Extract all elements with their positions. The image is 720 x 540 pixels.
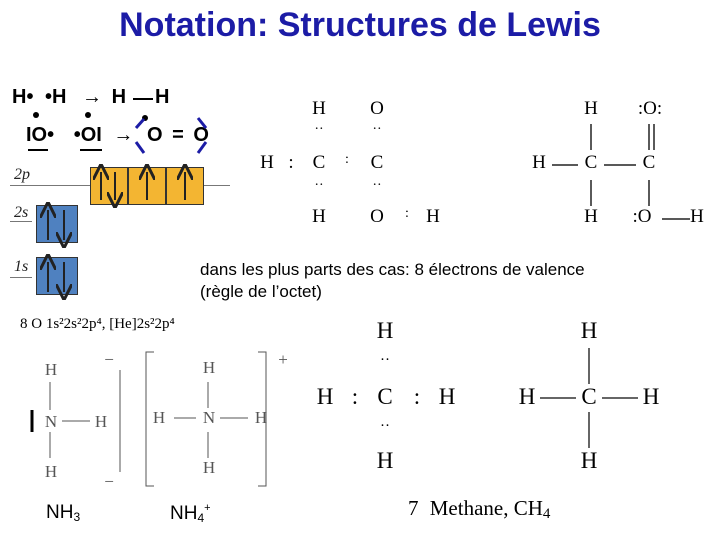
bond-dots: ·· bbox=[314, 178, 324, 193]
reaction-arrow-o2: → bbox=[113, 124, 134, 146]
nh4-label: $NH_4^+$ bbox=[170, 502, 211, 525]
caption-text: Methane, CH bbox=[429, 496, 543, 520]
bond-dots: ·· bbox=[314, 122, 324, 137]
bond-dots: ·· bbox=[380, 418, 390, 434]
page-title: Notation: Structures de Lewis bbox=[119, 6, 601, 44]
atom-h: H bbox=[254, 408, 268, 427]
nh3-bonds bbox=[20, 340, 140, 490]
atom-h: H bbox=[94, 412, 108, 431]
atom-c: C bbox=[642, 152, 656, 173]
atom-o-lone-pairs: :O bbox=[632, 206, 652, 227]
line-structure-top bbox=[520, 92, 720, 242]
methane-caption bbox=[408, 496, 550, 523]
bond-colon: : bbox=[288, 152, 294, 173]
atom-h: H bbox=[376, 448, 394, 473]
octet-note bbox=[200, 259, 585, 303]
orbital-label-2s: 2s bbox=[14, 204, 29, 221]
h2-atom-1: H bbox=[111, 86, 127, 108]
atom-c: C bbox=[370, 152, 384, 173]
atom-o-lone-pairs: :O: bbox=[637, 98, 663, 119]
atom-h: H bbox=[376, 318, 394, 343]
o2-double-bond: = bbox=[172, 124, 184, 146]
charge-minus: − bbox=[104, 472, 114, 491]
bond-colon: : bbox=[405, 206, 409, 221]
atom-h: H bbox=[438, 384, 456, 409]
atom-h: H bbox=[202, 458, 216, 477]
bond-colon: : bbox=[413, 384, 421, 409]
atom-h: H bbox=[642, 384, 660, 409]
octet-note-line2: (règle de l’octet) bbox=[200, 282, 322, 301]
atom-h: H bbox=[152, 408, 166, 427]
atom-h: H bbox=[426, 206, 440, 227]
atom-h: H bbox=[44, 360, 58, 379]
atom-h: H bbox=[532, 152, 546, 173]
electron-configuration: 8 O 1s²2s²2p⁴, [He]2s²2p⁴ bbox=[20, 316, 175, 332]
charge-minus: − bbox=[104, 350, 114, 369]
atom-o: O bbox=[370, 206, 384, 227]
h-atom-right: •H bbox=[45, 86, 67, 108]
o-atom-left: IO• bbox=[26, 124, 55, 146]
bond-dots: ·· bbox=[380, 352, 390, 368]
atom-n: N bbox=[202, 408, 216, 427]
h2-atom-2: H bbox=[155, 86, 170, 108]
nh4-structure bbox=[140, 340, 300, 490]
atom-c: C bbox=[581, 384, 597, 409]
bond-dots: ·· bbox=[372, 178, 382, 193]
octet-note-line1: dans les plus parts des cas: 8 électrons de valence bbox=[200, 260, 585, 279]
atom-h: H bbox=[580, 448, 598, 473]
atom-h: H bbox=[580, 318, 598, 343]
methane-line-structure bbox=[512, 318, 672, 478]
orbital-label-2p: 2p bbox=[14, 166, 30, 183]
lewis-h2-equation bbox=[12, 86, 126, 109]
nh3-label: $NH_3$ bbox=[46, 502, 81, 524]
bond-dots: ·· bbox=[372, 122, 382, 137]
reaction-arrow: → bbox=[82, 86, 103, 108]
atom-o: O bbox=[370, 98, 384, 119]
bond-colon: : bbox=[345, 152, 349, 167]
atom-c: C bbox=[584, 152, 598, 173]
dot-structure-top bbox=[250, 92, 450, 242]
atom-c: C bbox=[377, 384, 393, 409]
atom-h: H bbox=[260, 152, 274, 173]
atom-h: H bbox=[584, 98, 598, 119]
figure-number: 7 bbox=[408, 496, 419, 520]
atom-h: H bbox=[202, 358, 216, 377]
o2-lewis-decorations bbox=[0, 108, 240, 168]
orbital-label-1s: 1s bbox=[14, 258, 29, 275]
nh3-structure bbox=[20, 340, 140, 490]
methane-dot-structure bbox=[310, 318, 470, 478]
h2-bond-line bbox=[133, 98, 153, 100]
atom-h: H bbox=[312, 98, 326, 119]
h-atom-left: H• bbox=[12, 86, 34, 108]
o2-atom-2: O bbox=[193, 124, 209, 146]
o2-atom-1: O bbox=[146, 124, 163, 146]
caption-subscript: 4 bbox=[542, 506, 551, 522]
atom-h: H bbox=[312, 206, 326, 227]
bond-colon: : bbox=[351, 384, 359, 409]
atom-c: C bbox=[312, 152, 326, 173]
atom-h: H bbox=[316, 384, 334, 409]
atom-h: H bbox=[690, 206, 704, 227]
atom-h: H bbox=[44, 462, 58, 481]
atom-h: H bbox=[518, 384, 536, 409]
atom-n: N bbox=[44, 412, 58, 431]
atom-h: H bbox=[584, 206, 598, 227]
charge-plus: + bbox=[278, 350, 288, 369]
o-atom-right: •OI bbox=[73, 124, 102, 146]
